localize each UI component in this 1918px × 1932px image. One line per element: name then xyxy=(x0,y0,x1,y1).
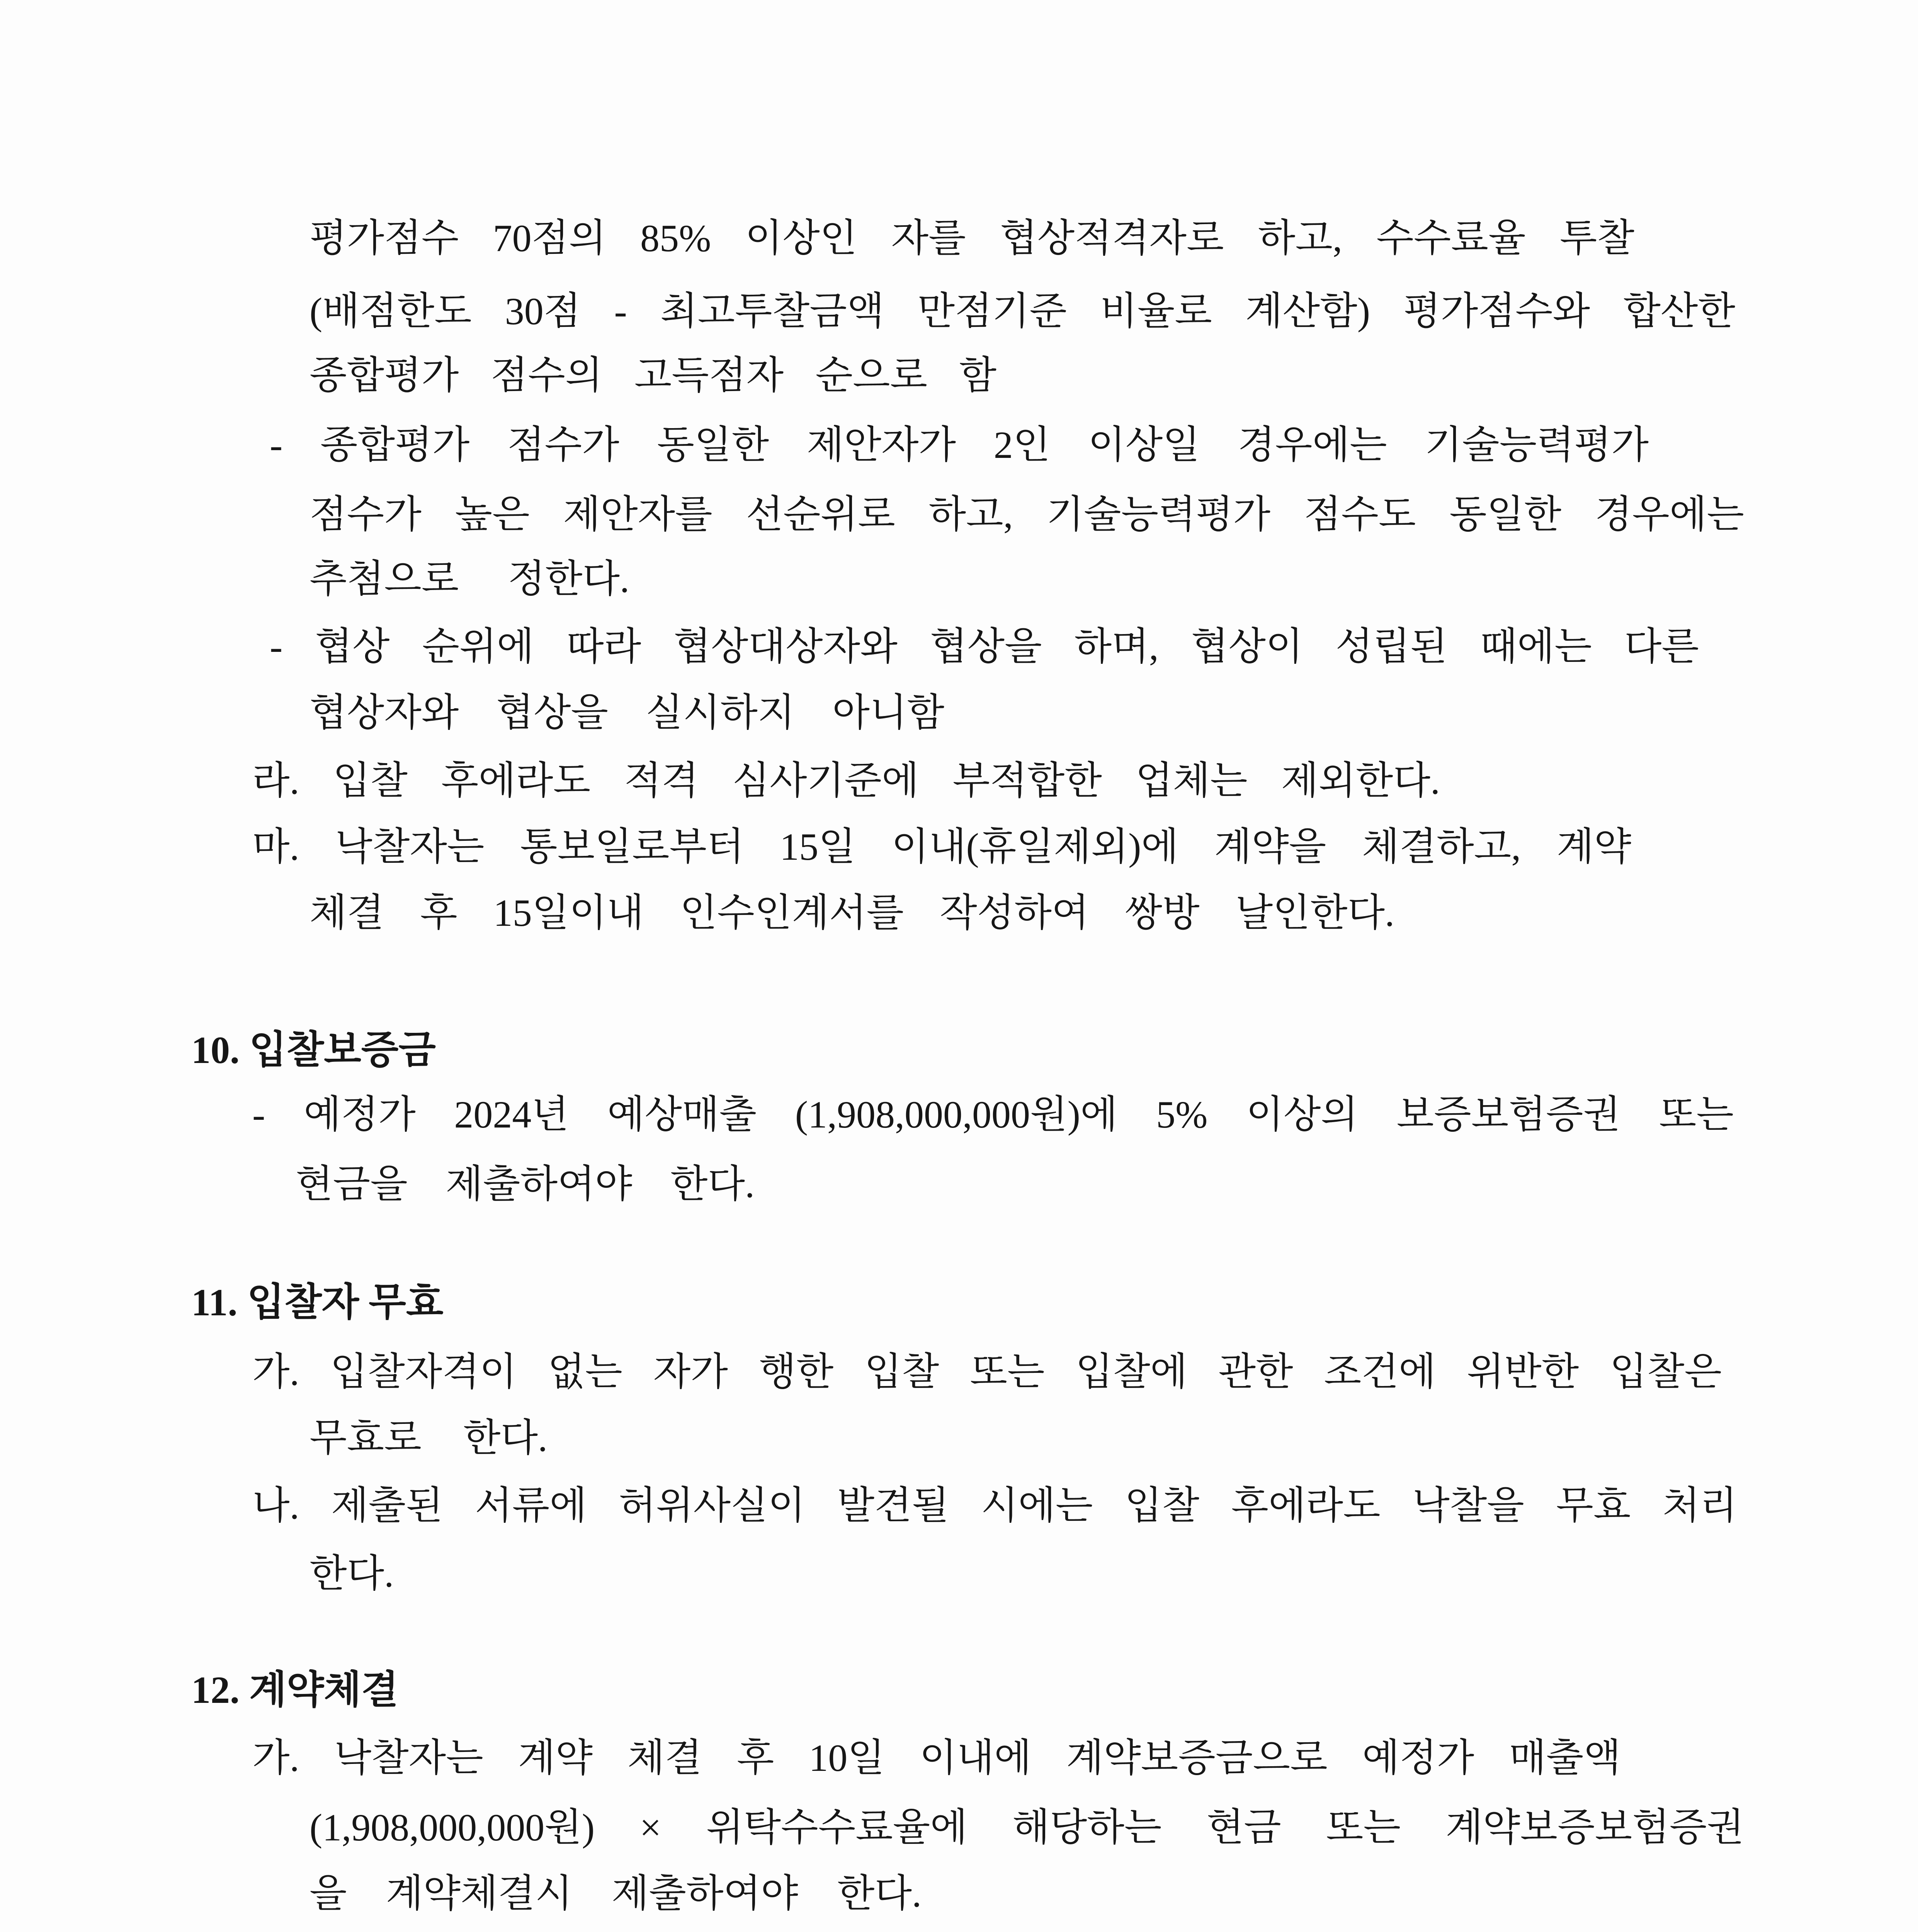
item-ga-contract-bond-line-3: 을 계약체결시 제출하여야 한다. xyxy=(309,1872,922,1915)
item-ma-contract-deadline-line-2: 체결 후 15일이내 인수인계서를 작성하여 쌍방 날인한다. xyxy=(309,891,1394,934)
bid-bond-line-1: - 예정가 2024년 예상매출 (1,908,000,000원)에 5% 이상의 보증보험증권 또는 xyxy=(252,1093,1734,1136)
item-ga-invalid-bid-line-1: 가. 입찰자격이 없는 자가 행한 입찰 또는 입찰에 관한 조건에 위반한 입찰은 xyxy=(252,1350,1722,1393)
evaluation-method-line-3: 종합평가 점수의 고득점자 순으로 함 xyxy=(309,354,996,397)
section-12-heading: 12. 계약체결 xyxy=(191,1668,399,1711)
section-11-heading: 11. 입찰자 무효 xyxy=(191,1281,444,1324)
item-na-false-document-line-2: 한다. xyxy=(309,1552,394,1595)
item-ga-contract-bond-line-1: 가. 낙찰자는 계약 체결 후 10일 이내에 계약보증금으로 예정가 매출액 xyxy=(252,1736,1621,1779)
negotiation-order-line-2: 협상자와 협상을 실시하지 아니함 xyxy=(309,691,944,734)
tie-break-rule-line-2: 점수가 높은 제안자를 선순위로 하고, 기술능력평가 점수도 동일한 경우에는 xyxy=(309,493,1744,536)
item-ma-contract-deadline-line-1: 마. 낙찰자는 통보일로부터 15일 이내(휴일제외)에 계약을 체결하고, 계약 xyxy=(252,825,1631,868)
bid-bond-line-2: 현금을 제출하여야 한다. xyxy=(296,1163,755,1206)
evaluation-method-line-2: (배점한도 30점 - 최고투찰금액 만점기준 비율로 계산함) 평가점수와 합산한 xyxy=(309,290,1735,333)
item-na-false-document-line-1: 나. 제출된 서류에 허위사실이 발견될 시에는 입찰 후에라도 낙찰을 무효 처리 xyxy=(252,1484,1737,1527)
tie-break-rule-line-3: 추첨으로 정한다. xyxy=(309,558,629,600)
item-ra-disqualification-line: 라. 입찰 후에라도 적격 심사기준에 부적합한 업체는 제외한다. xyxy=(252,759,1440,802)
section-10-heading: 10. 입찰보증금 xyxy=(191,1029,436,1071)
item-ga-contract-bond-line-2: (1,908,000,000원) × 위탁수수료율에 해당하는 현금 또는 계약보증보험증권 xyxy=(309,1806,1744,1849)
tie-break-rule-line-1: - 종합평가 점수가 동일한 제안자가 2인 이상일 경우에는 기술능력평가 xyxy=(270,423,1649,466)
negotiation-order-line-1: - 협상 순위에 따라 협상대상자와 협상을 하며, 협상이 성립된 때에는 다른 xyxy=(270,625,1699,668)
item-ga-invalid-bid-line-2: 무효로 한다. xyxy=(309,1417,548,1459)
evaluation-method-line-1: 평가점수 70점의 85% 이상인 자를 협상적격자로 하고, 수수료율 투찰 xyxy=(309,217,1634,260)
